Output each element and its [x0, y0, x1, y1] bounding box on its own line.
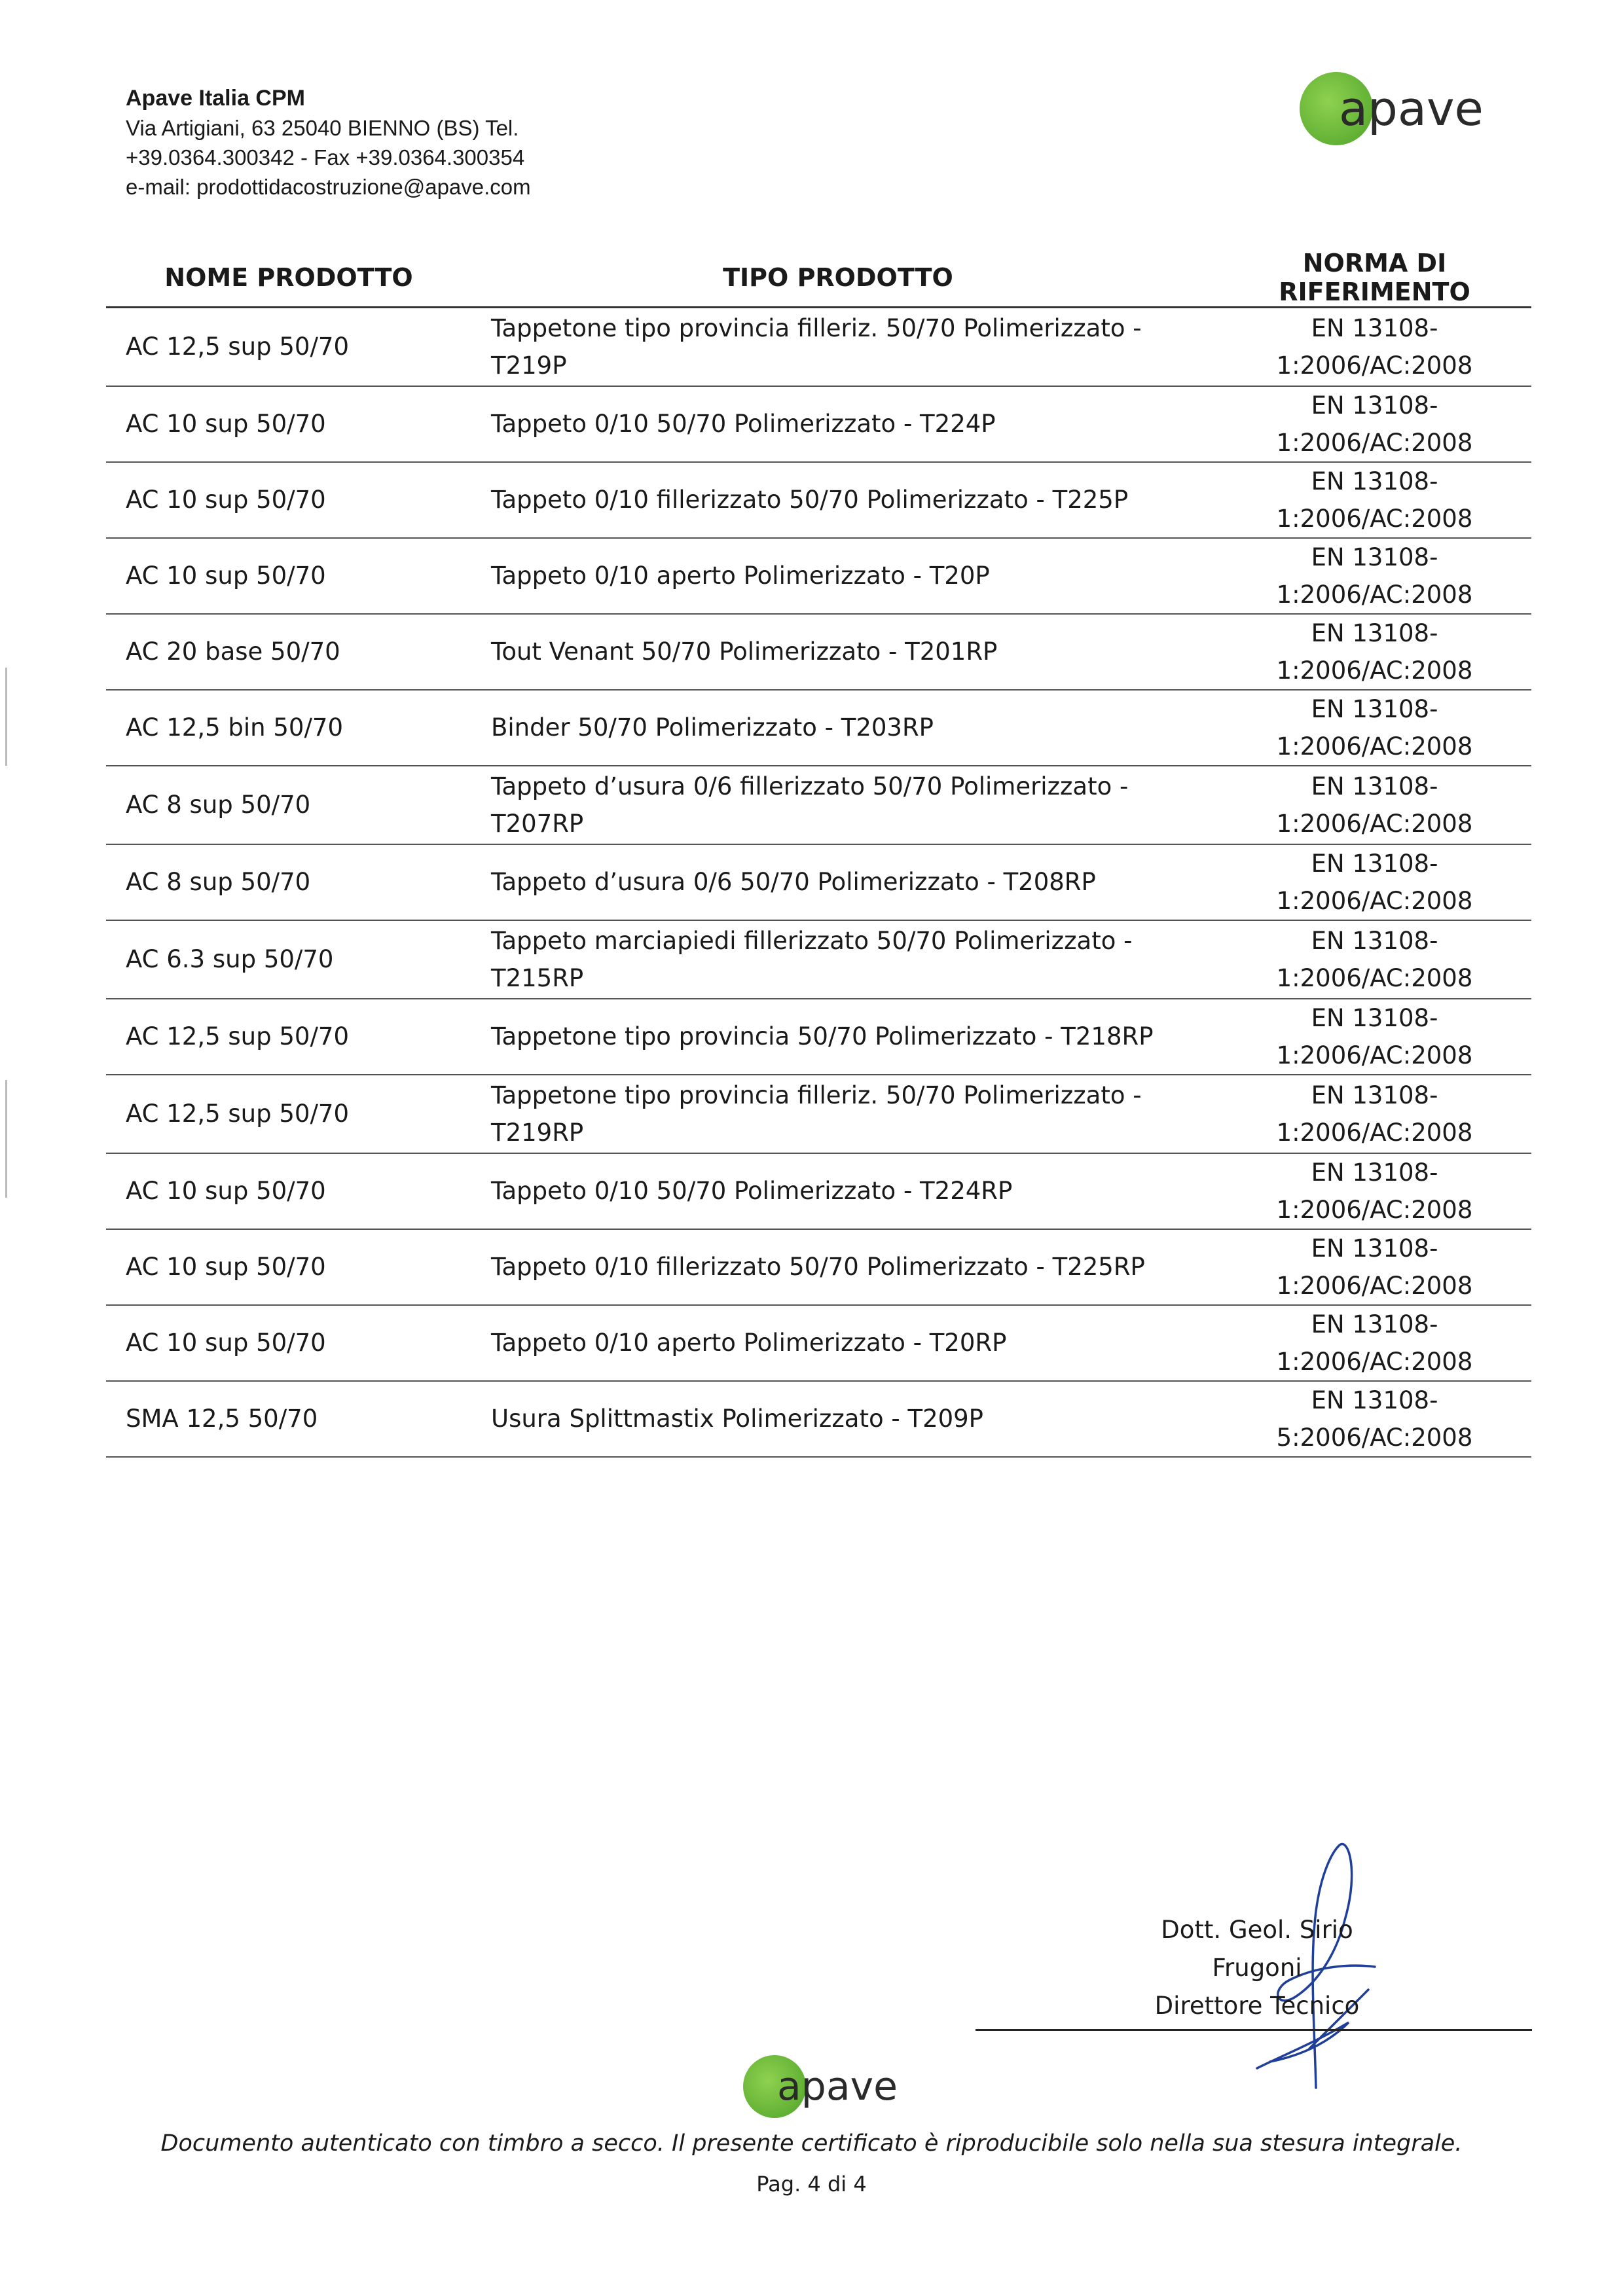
product-name: AC 10 sup 50/70 [106, 1305, 471, 1381]
company-address-line2: +39.0364.300342 - Fax +39.0364.300354 [126, 145, 525, 170]
company-header [126, 84, 531, 202]
company-email: e-mail: prodottidacostruzione@apave.com [126, 175, 531, 199]
table-header-row [106, 249, 1531, 308]
footer-note: Documento autenticato con timbro a secco. Il presente certificato è riproducibile solo nella sua stesura integrale. [160, 2130, 1463, 2157]
table-row [106, 308, 1531, 386]
signature-block [1120, 1911, 1395, 2025]
apave-logo-text: apave [1339, 81, 1484, 136]
column-header-norm: NORMA DI RIFERIMENTO [1218, 249, 1531, 308]
product-norm: EN 13108-1:2006/AC:2008 [1218, 386, 1531, 462]
table-row [106, 1153, 1531, 1229]
page-number: Pag. 4 di 4 [756, 2172, 867, 2197]
product-norm: EN 13108-1:2006/AC:2008 [1218, 999, 1531, 1075]
signature-line [976, 2029, 1532, 2031]
product-name: AC 8 sup 50/70 [106, 766, 471, 844]
column-header-name: NOME PRODOTTO [106, 249, 471, 308]
product-name: AC 10 sup 50/70 [106, 386, 471, 462]
product-norm: EN 13108-1:2006/AC:2008 [1218, 1305, 1531, 1381]
product-type: Tappeto d’usura 0/6 fillerizzato 50/70 Polimerizzato - T207RP [471, 766, 1218, 844]
product-norm: EN 13108-1:2006/AC:2008 [1218, 1229, 1531, 1305]
product-norm: EN 13108-1:2006/AC:2008 [1218, 766, 1531, 844]
table-row [106, 614, 1531, 690]
product-type: Tappeto 0/10 50/70 Polimerizzato - T224RP [471, 1153, 1218, 1229]
scan-margin-mark [5, 668, 7, 766]
product-type: Tappeto d’usura 0/6 50/70 Polimerizzato - T208RP [471, 844, 1218, 920]
product-name: AC 20 base 50/70 [106, 614, 471, 690]
product-norm: EN 13108-1:2006/AC:2008 [1218, 308, 1531, 386]
apave-logo-bottom [743, 2055, 898, 2118]
column-header-type: TIPO PRODOTTO [471, 249, 1218, 308]
product-name: AC 12,5 sup 50/70 [106, 308, 471, 386]
product-norm: EN 13108-1:2006/AC:2008 [1218, 462, 1531, 538]
product-name: AC 12,5 sup 50/70 [106, 1075, 471, 1153]
table-row [106, 1305, 1531, 1381]
product-norm: EN 13108-1:2006/AC:2008 [1218, 920, 1531, 999]
product-type: Tappeto 0/10 fillerizzato 50/70 Polimerizzato - T225P [471, 462, 1218, 538]
scan-margin-mark [5, 1080, 7, 1198]
product-type: Tappeto 0/10 aperto Polimerizzato - T20RP [471, 1305, 1218, 1381]
product-name: AC 6.3 sup 50/70 [106, 920, 471, 999]
product-table [106, 249, 1531, 1458]
table-row [106, 690, 1531, 766]
table-row [106, 844, 1531, 920]
product-type: Tappeto 0/10 aperto Polimerizzato - T20P [471, 538, 1218, 614]
product-type: Tappeto 0/10 fillerizzato 50/70 Polimerizzato - T225RP [471, 1229, 1218, 1305]
table-row [106, 386, 1531, 462]
table-row [106, 1075, 1531, 1153]
table-row [106, 462, 1531, 538]
product-name: AC 10 sup 50/70 [106, 1229, 471, 1305]
product-name: SMA 12,5 50/70 [106, 1381, 471, 1457]
product-type: Tappetone tipo provincia filleriz. 50/70 Polimerizzato - T219RP [471, 1075, 1218, 1153]
product-name: AC 10 sup 50/70 [106, 462, 471, 538]
product-name: AC 10 sup 50/70 [106, 538, 471, 614]
product-norm: EN 13108-1:2006/AC:2008 [1218, 614, 1531, 690]
product-norm: EN 13108-1:2006/AC:2008 [1218, 844, 1531, 920]
table-row [106, 1381, 1531, 1457]
product-name: AC 12,5 sup 50/70 [106, 999, 471, 1075]
apave-logo-top [1300, 72, 1484, 145]
company-address-line1: Via Artigiani, 63 25040 BIENNO (BS) Tel. [126, 116, 519, 140]
table-row [106, 538, 1531, 614]
product-name: AC 8 sup 50/70 [106, 844, 471, 920]
product-name: AC 12,5 bin 50/70 [106, 690, 471, 766]
product-name: AC 10 sup 50/70 [106, 1153, 471, 1229]
signatory-name: Dott. Geol. Sirio Frugoni [1161, 1916, 1353, 1982]
table-row [106, 1229, 1531, 1305]
product-type: Tappetone tipo provincia 50/70 Polimerizzato - T218RP [471, 999, 1218, 1075]
product-norm: EN 13108-1:2006/AC:2008 [1218, 1153, 1531, 1229]
table-row [106, 999, 1531, 1075]
product-norm: EN 13108-1:2006/AC:2008 [1218, 690, 1531, 766]
product-type: Tappeto 0/10 50/70 Polimerizzato - T224P [471, 386, 1218, 462]
apave-logo-text: apave [777, 2064, 898, 2109]
product-norm: EN 13108-1:2006/AC:2008 [1218, 1075, 1531, 1153]
product-type: Usura Splittmastix Polimerizzato - T209P [471, 1381, 1218, 1457]
product-type: Tappeto marciapiedi fillerizzato 50/70 Polimerizzato - T215RP [471, 920, 1218, 999]
company-name: Apave Italia CPM [126, 86, 305, 111]
signatory-title: Direttore Tecnico [1154, 1992, 1360, 2020]
product-norm: EN 13108-5:2006/AC:2008 [1218, 1381, 1531, 1457]
product-norm: EN 13108-1:2006/AC:2008 [1218, 538, 1531, 614]
table-row [106, 766, 1531, 844]
product-type: Binder 50/70 Polimerizzato - T203RP [471, 690, 1218, 766]
table-row [106, 920, 1531, 999]
product-type: Tappetone tipo provincia filleriz. 50/70 Polimerizzato - T219P [471, 308, 1218, 386]
product-type: Tout Venant 50/70 Polimerizzato - T201RP [471, 614, 1218, 690]
